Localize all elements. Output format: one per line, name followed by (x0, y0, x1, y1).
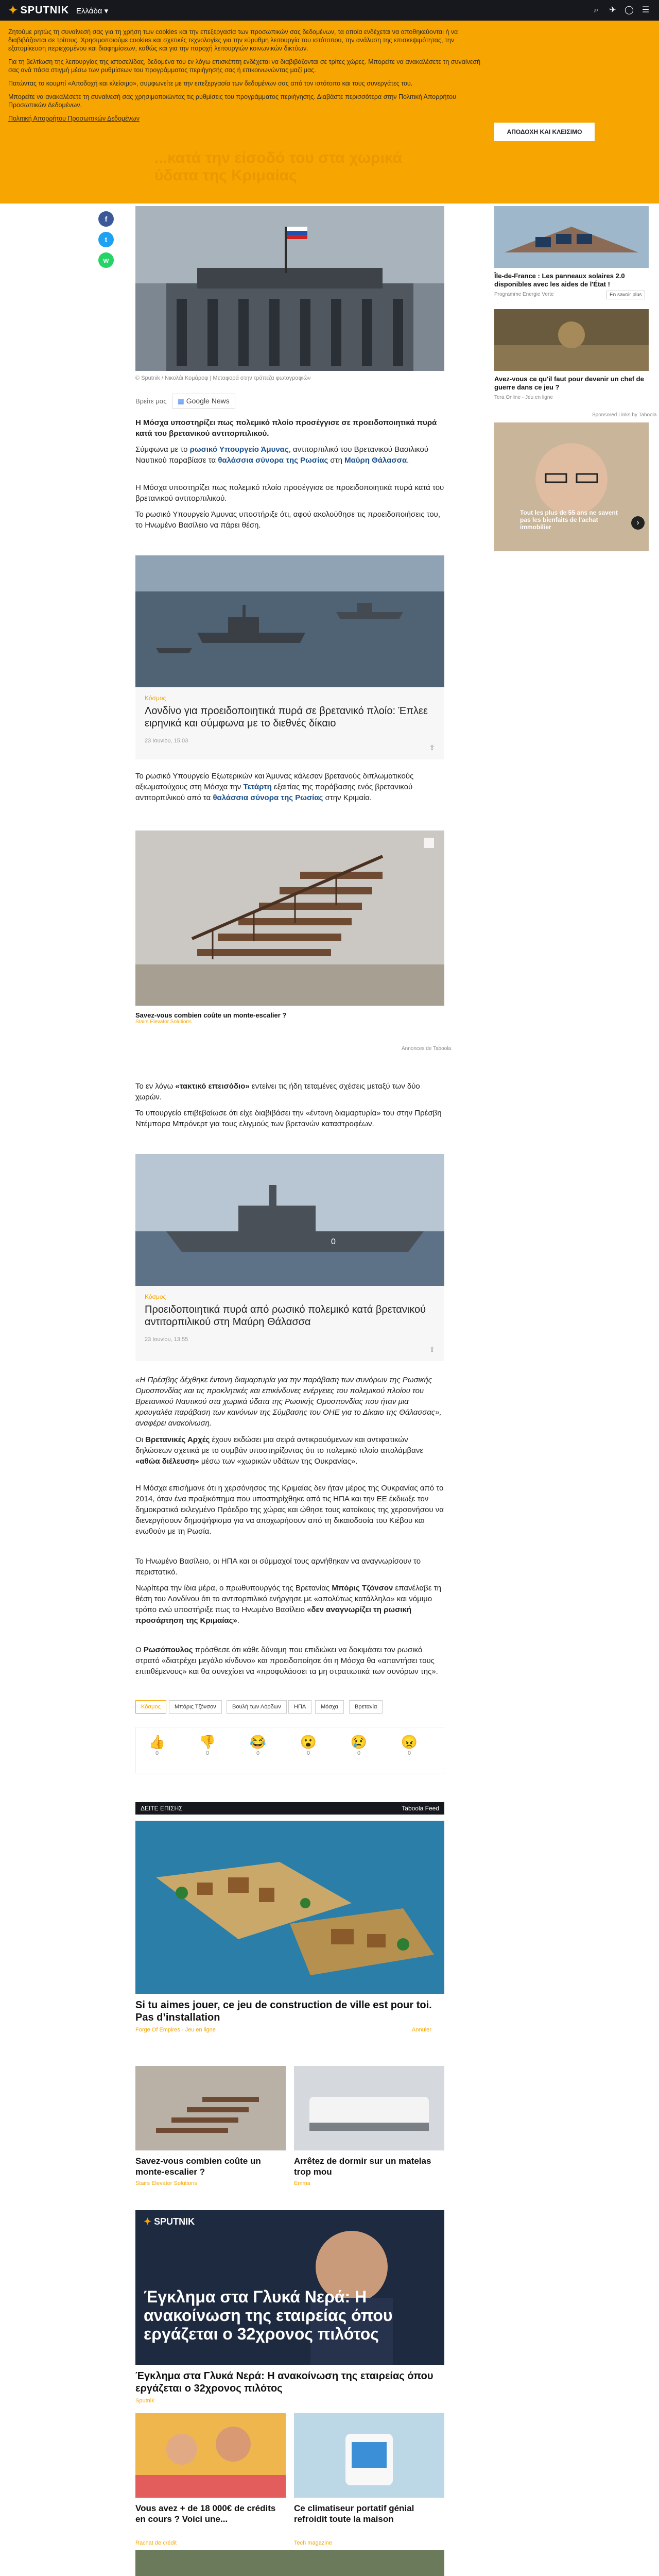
article-paragraph: Το εν λόγω «τακτικό επεισόδιο» εντείνει τις ήδη τεταμένες σχέσεις μεταξύ των δύο χωρών. (135, 1082, 420, 1101)
google-news-button[interactable] (172, 394, 235, 409)
feed-card-source[interactable]: Tech magazine (294, 2540, 332, 2546)
feed-card-image[interactable] (135, 2413, 286, 2498)
article-paragraph: Το ρωσικό Υπουργείο Άμυνας υποστήριξε ότι, αφού ακολούθησε τις προειδοποιήσεις του, το Ηνωμένο Βασίλειο να πάρει θέση. (135, 510, 441, 530)
sputnik-star-icon: ✦ (8, 4, 19, 16)
article-paragraph: Νωρίτερα την ίδια μέρα, ο πρωθυπουργός της Βρετανίας Μπόρις Τζόνσον επανέλαβε τη θέση του Λονδίνου ότι το αντιτορπιλικό ενήργησε με «απολύτως κατάλληλο» και νόμιμο τρόπο ενώ υποστήριξε πως το Ηνωμένο Βασίλειο «δεν αναγνωρίζει τη ρωσική προσάρτηση της Κριμαίας». (135, 1584, 441, 1625)
sidebar-ad-title[interactable]: Avez-vous ce qu'il faut pour devenir un chef de guerre dans ce jeu ? (494, 375, 644, 391)
related-article-image[interactable] (135, 555, 444, 687)
article-paragraph: Η Μόσχα υποστηρίζει πως πολεμικό πλοίο προσέγγισε σε προειδοποιητικά πυρά κατά του βρετανικού αντιτορπιλικού. (135, 483, 444, 503)
ghost-article-title: ...κατά την είσοδό του στα χωρικά ύδατα της Κριμαίας (154, 149, 403, 184)
related-article-card[interactable] (135, 687, 444, 759)
region-label: Ελλάδα (76, 7, 102, 15)
related-article-card[interactable] (135, 1286, 444, 1361)
feed-card-source[interactable]: Sputnik (135, 2398, 154, 2404)
sidebar-ad-source[interactable]: Programme Energie Verte (494, 292, 554, 297)
tag-chip[interactable]: Μόσχα (315, 1700, 344, 1714)
sidebar-ad-source[interactable]: Tera Online - Jeu en ligne (494, 395, 553, 400)
hero-caption: © Sputnik / Νικολάι Κομάροφ | Μεταφορά στην τράπεζα φωτογραφιών (135, 375, 311, 381)
taboola-label[interactable]: Annonces de Taboola (402, 1046, 452, 1052)
feed-card-title[interactable]: Ce climatiseur portatif génial refroidit toute la maison (294, 2503, 414, 2524)
air-cooler-image-art (294, 2413, 444, 2498)
sputnik-logo[interactable] (8, 3, 69, 18)
sidebar-ad-image[interactable] (494, 422, 649, 551)
user-icon[interactable]: ◯ (625, 6, 634, 14)
tag-chip[interactable]: Βρετανία (349, 1700, 383, 1714)
related-article-tag[interactable]: Κόσμος (145, 1293, 166, 1300)
feed-card-title[interactable]: Si tu aimes jouer, ce jeu de construction de ville est pour toi. Pas d’installation (135, 1999, 432, 2023)
follow-label: Βρείτε μας (135, 397, 167, 405)
svg-text:0: 0 (331, 1238, 336, 1246)
facebook-share-icon[interactable]: f (98, 211, 114, 227)
stairs-image-art (135, 2066, 286, 2150)
thumbs-up-icon[interactable]: 👍 0 (148, 1734, 166, 1756)
hero-image-art (135, 206, 444, 371)
feed-card-title[interactable]: Έγκλημα στα Γλυκά Νερά: Η ανακοίνωση της εταιρείας όπου εργάζεται ο 32χρονος πιλότος (135, 2370, 433, 2394)
phone-user-image-art (135, 2550, 444, 2576)
article-paragraph: Σύμφωνα με το ρωσικό Υπουργείο Άμυνας, αντιτορπιλικό του Βρετανικού Βασιλικού Ναυτικού παραβίασε τα θαλάσσια σύνορα της Ρωσίας στη Μαύρη Θάλασσα. (135, 445, 429, 465)
sponsored-label[interactable]: Sponsored Links by Taboola (592, 412, 657, 418)
accept-and-close-button[interactable]: ΑΠΟΔΟΧΗ ΚΑΙ ΚΛΕΙΣΙΜΟ (494, 123, 595, 141)
feed-card-title[interactable]: Vous avez + de 18 000€ de crédits en cours ? Voici une... (135, 2503, 276, 2524)
related-article-date: 23 Ιουνίου, 15:03 (145, 738, 188, 744)
war-game-image-art (494, 309, 649, 371)
sad-icon[interactable]: 😢 0 (350, 1734, 368, 1756)
article-paragraph: Το υπουργείο επιβεβαίωσε ότι είχε διαβιβάσει την «έντονη διαμαρτυρία» του στην Πρέσβη Ντέμπορα Μπρόνερτ για τους ελιγμούς των βρετανών καταστροφέων. (135, 1109, 442, 1128)
feed-header (135, 1802, 444, 1815)
ad-source[interactable]: Stairs Elevator Solutions (135, 1019, 192, 1025)
article-paragraph: Οι Βρετανικές Αρχές έχουν εκδώσει μια σειρά αντικρουόμενων και αντιφατικών δηλώσεων σχετικά με το συμβάν υποστηρίζοντας ότι το πολεμικό πλοίο απολάμβανε «αθώα διέλευση» μέσω των «χωρικών υδάτων της Ουκρανίας». (135, 1435, 424, 1466)
tag-chip[interactable]: ΗΠΑ (288, 1700, 311, 1714)
ad-image[interactable] (135, 831, 444, 1006)
tag-chip[interactable]: Μπόρις Τζόνσον (169, 1700, 222, 1714)
hero-image (135, 206, 444, 371)
feed-card-source[interactable]: Stairs Elevator Solutions (135, 2180, 197, 2187)
warships-image-art (135, 555, 444, 687)
menu-icon[interactable]: ☰ (641, 6, 650, 14)
region-selector[interactable] (76, 6, 108, 15)
chevron-down-icon: ▾ (104, 7, 109, 15)
whatsapp-share-icon[interactable]: w (98, 252, 114, 268)
article-paragraph: Το Ηνωμένο Βασίλειο, οι ΗΠΑ και οι σύμμαχοί τους αρνήθηκαν να αναγνωρίσουν το περιστατικό. (135, 1557, 421, 1577)
feed-card-image[interactable] (294, 2066, 444, 2150)
solar-panel-image-art (494, 206, 649, 268)
feed-card-image[interactable] (135, 1821, 444, 1994)
google-news-icon: ▦ (177, 397, 184, 405)
tag-chip[interactable]: Βουλή των Λόρδων (227, 1700, 287, 1714)
sidebar-ad-image[interactable] (494, 206, 649, 268)
twitter-share-icon[interactable]: t (98, 232, 114, 247)
share-icon[interactable]: ⇪ (429, 1345, 435, 1353)
feed-header-label: ΔΕΙΤΕ ΕΠΙΣΗΣ (141, 1805, 183, 1812)
sputnik-star-icon: ✦ (144, 2216, 152, 2227)
cookie-paragraph: Πατώντας το κουμπί «Αποδοχή και κλείσιμο», συμφωνείτε με την επεξεργασία των δεδομένων σας από τον ιστότοπο και τους συνεργάτες του. (8, 80, 413, 87)
article-paragraph: Ο Ρωσόπουλος πρόσθεσε ότι κάθε δύναμη που επιδιώκει να δοκιμάσει τον ρωσικό στρατό «διατρέχει μεγάλο κίνδυνο» και προειδοποίησε ότι η Μόσχα θα «απαντήσει τους επιτιθέμενους» και θα συνεχίσει να «προφυλάσσει τα μη στρατιωτικά των συνόρων της». (135, 1646, 438, 1676)
cookie-paragraph: Ζητούμε ρητώς τη συναίνεσή σας για τη χρήση των cookies και την επεξεργασία των προσωπικών σας δεδομένων, τα οποία ενδέχεται να αποθηκεύονται ή να διαβιβάζονται σε τρίτους. Χρησιμοποιούμε cookies και σχετικές τεχνολογίες για την εύρυθμη λειτουργία του ιστότοπου, την ανάλυση της επισκεψιμότητας, την εξατομίκευση περιεχομένου και διαφημίσεων, καθώς και για την παροχή λειτουργιών κοινωνικών δικτύων. (8, 28, 458, 52)
related-article-date: 23 Ιουνίου, 13:55 (145, 1336, 188, 1343)
warship-image-art (135, 1154, 444, 1286)
google-news-label: Google News (186, 397, 230, 405)
cookie-paragraph: Για τη βελτίωση της λειτουργίας της ιστοσελίδας, δεδομένα του εν λόγω επισκέπτη ενδέχεται να διαβιβάζονται σε τρίτες χώρες. Μπορείτε να ανακαλέσετε τη συναίνεσή σας ανά πάσα στιγμή μέσω των ρυθμίσεων του προγράμματος περιήγησής σας ή επικοινωνώντας μαζί μας. (8, 58, 481, 74)
article-lead: Η Μόσχα υποστηρίζει πως πολεμικό πλοίο προσέγγισε σε προειδοποιητικά πυρά κατά του βρετανικού αντιτορπιλικού. (135, 418, 437, 438)
city-game-image-art (135, 1821, 444, 1994)
surprise-icon[interactable]: 😮 0 (300, 1734, 317, 1756)
related-article-tag[interactable]: Κόσμος (145, 694, 166, 702)
older-woman-image-art (494, 422, 649, 551)
article-paragraph: Η Μόσχα επισήμανε ότι η χερσόνησος της Κριμαίας δεν ήταν μέρος της Ουκρανίας από το 2014, όταν ένα πραξικόπημα που υποστηρίχθηκε από τις ΗΠΑ και την ΕΕ έκδιωξε τον δημοκρατικά εκλεγμένο Πρόεδρο της χώρας και ώθησε τους κατοίκους της χερσονήσου να διενεργήσουν δημοψήφισμα για να αποχωρήσουν από τη δικαιοδοσία του Κιέβου και ενωθούν με τη Ρωσία. (135, 1484, 444, 1536)
cookie-text (8, 28, 487, 128)
taboola-feed-label[interactable]: Taboola Feed (402, 1805, 439, 1812)
sidebar-ad-title[interactable]: Île-de-France : Les panneaux solaires 2.0 disponibles avec les aides de l'État ! (494, 272, 625, 288)
feed-card-title[interactable]: Arrêtez de dormir sur un matelas trop mou (294, 2156, 431, 2177)
cookie-paragraph: Μπορείτε να ανακαλέσετε τη συναίνεσή σας χρησιμοποιώντας τις ρυθμίσεις του προγράμματος περιήγησης. Διαβάστε περισσότερα στην Πολιτική Απορρήτου Προσωπικών Δεδομένων. (8, 93, 456, 109)
feed-logo-text: SPUTNIK (154, 2216, 195, 2227)
article-paragraph: Το ρωσικό Υπουργείο Εξωτερικών και Άμυνας κάλεσαν βρετανούς διπλωματικούς αξιωματούχους στη Μόσχα την Τετάρτη εξαιτίας της παράβασης ενός βρετανικού αντιτορπιλικού από τα θαλάσσια σύνορα της Ρωσίας στην Κριμαία. (135, 772, 414, 802)
laugh-icon[interactable]: 😂 0 (249, 1734, 267, 1756)
related-article-image[interactable] (135, 1154, 444, 1286)
feed-card-cta[interactable]: Annuler (412, 2027, 431, 2033)
related-article-title[interactable]: Λονδίνο για προειδοποιητικά πυρά σε βρετανικό πλοίο: Έπλεε ειρηνικά και σύμφωνα με το διεθνές δίκαιο (145, 705, 428, 729)
feed-card-image[interactable] (135, 2210, 444, 2365)
feed-card-source[interactable]: Emma (294, 2180, 310, 2187)
mattress-image-art (294, 2066, 444, 2150)
top-bar (0, 0, 659, 21)
sputnik-feed-logo (144, 2216, 195, 2227)
stairlift-image-art (135, 831, 444, 1006)
tag-chip[interactable]: Κόσμος (135, 1700, 166, 1714)
feed-card-image[interactable] (294, 2413, 444, 2498)
feed-card-source[interactable]: Forge Of Empires - Jeu en ligne (135, 2027, 216, 2033)
feed-card-image[interactable] (135, 2550, 444, 2576)
feed-card-title[interactable]: Savez-vous combien coûte un monte-escalier ? (135, 2156, 261, 2177)
telegram-icon[interactable]: ✈ (609, 6, 616, 14)
sidebar-ad-cta[interactable]: En savoir plus (606, 291, 645, 299)
search-icon[interactable]: ⌕ (594, 6, 599, 14)
ad-title[interactable]: Savez-vous combien coûte un monte-escalier ? (135, 1011, 287, 1019)
follow-bar (135, 394, 235, 409)
chevron-right-icon[interactable]: › (631, 516, 645, 530)
sidebar-ad-image[interactable] (494, 309, 649, 371)
privacy-policy-link[interactable]: Πολιτική Απορρήτου Προσωπικών Δεδομένων (8, 115, 140, 122)
article-quote: «Η Πρέσβης δέχθηκε έντονη διαμαρτυρία για την παράβαση των συνόρων της Ρωσικής Ομοσπονδίας και τις προκλητικές και επικίνδυνες ενέργειες του πολεμικού πλοίου του Βρετανικού Ναυτικού στα χωρικά ύδατα της Ρωσικής Ομοσπονδίας που ήταν μια κραυγαλέα παράβαση των κανόνων της Σύμβασης του ΟΗΕ για το Δίκαιο της Θάλασσας», αναφέρει ανακοίνωση. (135, 1376, 442, 1428)
thumbs-down-icon[interactable]: 👎 0 (199, 1734, 216, 1756)
feed-card-image[interactable] (135, 2066, 286, 2150)
feed-card-source[interactable]: Rachat de crédit (135, 2540, 177, 2546)
angry-icon[interactable]: 😠 0 (401, 1734, 418, 1756)
feed-image-overlay-title: Έγκλημα στα Γλυκά Νερά: Η ανακοίνωση της εταιρείας όπου εργάζεται ο 32χρονος πιλότος (144, 2287, 393, 2343)
share-icon[interactable]: ⇪ (429, 743, 435, 752)
sidebar-ad-overlay: Tout les plus de 55 ans ne savent pas les bienfaits de l'achat immobilier (520, 509, 618, 531)
family-image-art (135, 2413, 286, 2498)
logo-text: SPUTNIK (20, 4, 70, 16)
related-article-title[interactable]: Προειδοποιητικά πυρά από ρωσικό πολεμικό κατά βρετανικού αντιτορπιλικού στη Μαύρη Θάλασσα (145, 1304, 426, 1328)
cookie-banner (0, 21, 659, 204)
